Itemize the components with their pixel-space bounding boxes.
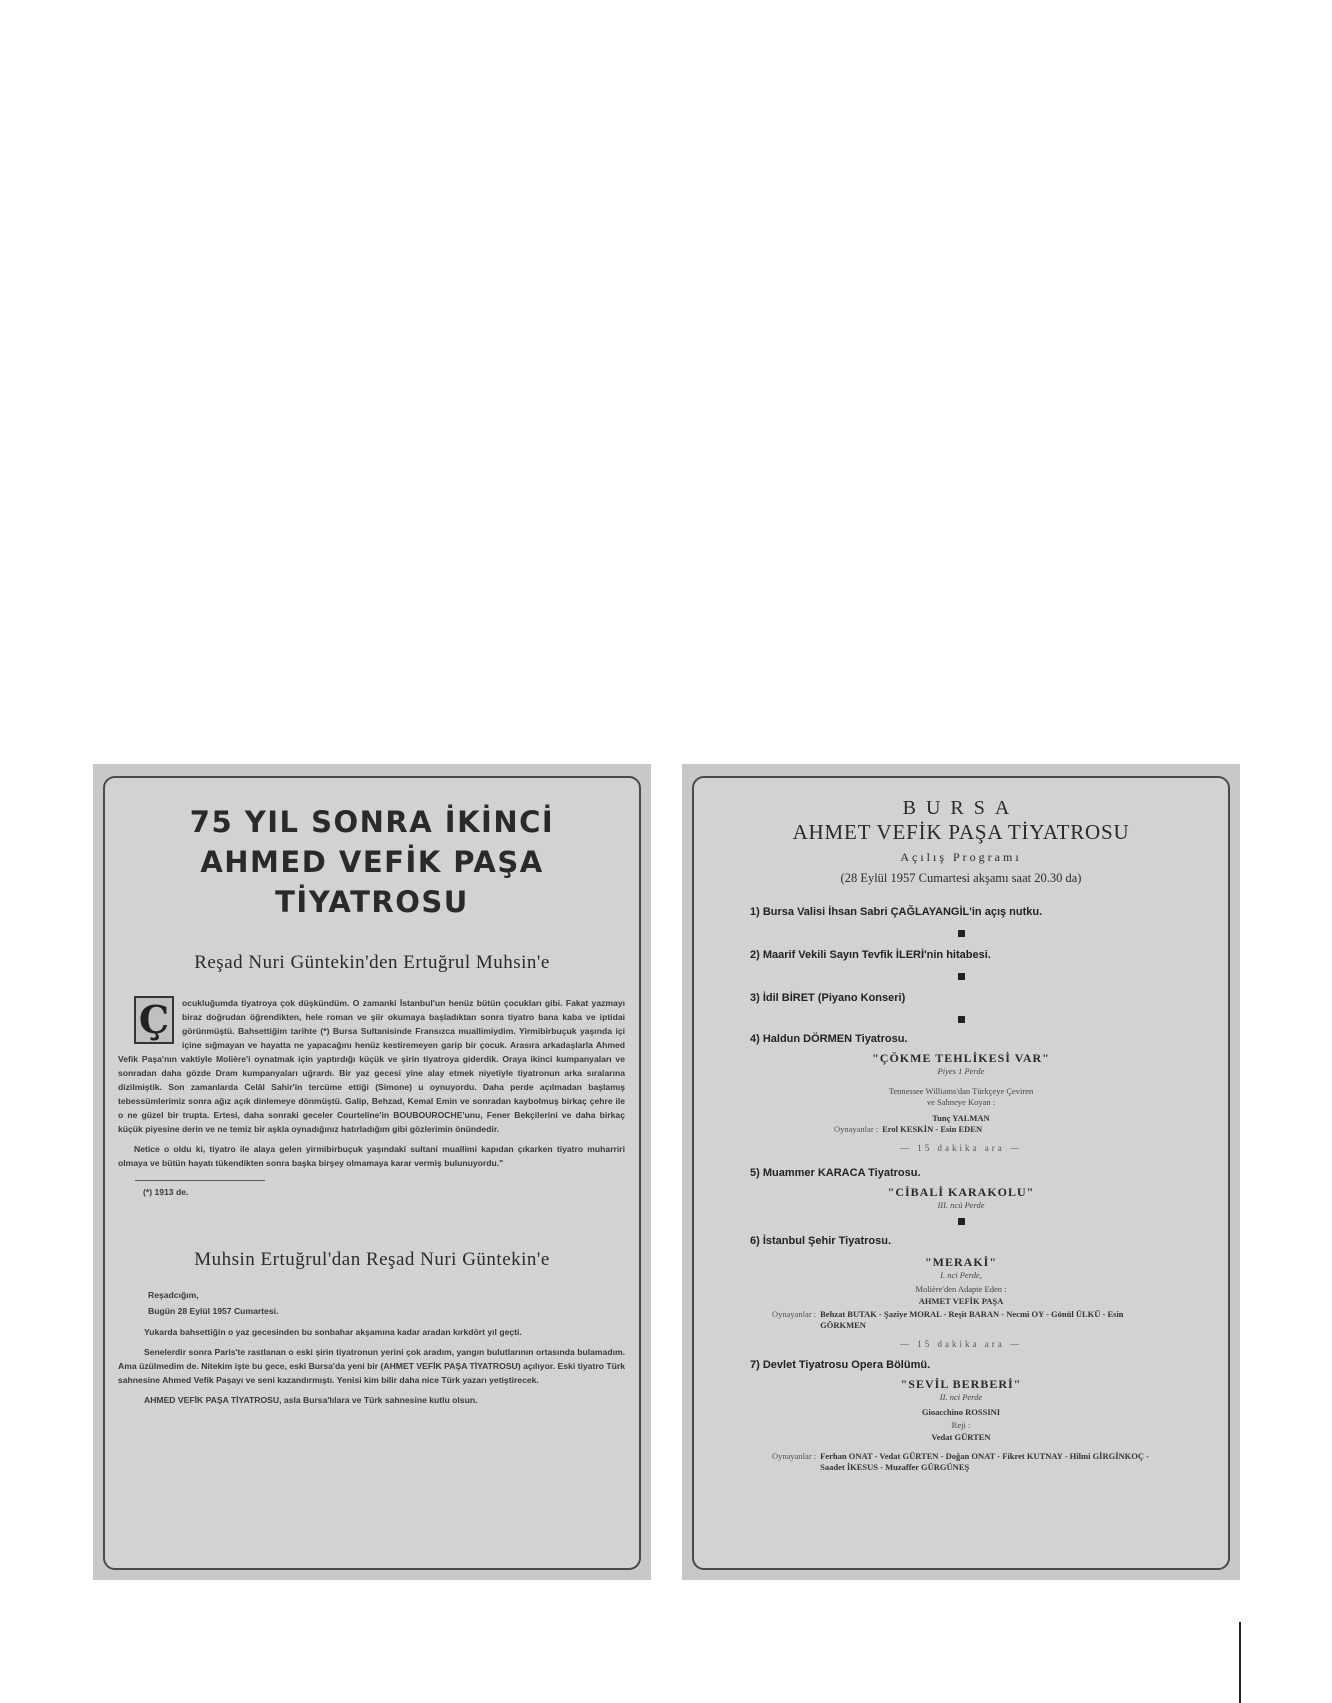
play-6-credit: Molière'den Adapte Eden :: [915, 1284, 1007, 1294]
play-5-subtitle: III. ncü Perde: [937, 1200, 985, 1210]
play-6-title: "MERAKİ": [925, 1255, 997, 1269]
play-4-credit-line-1: Tennessee Williams'dan Türkçeye Çeviren: [888, 1086, 1034, 1096]
headline-line-2: AHMED VEFİK PAŞA TİYATROSU: [200, 845, 544, 919]
cast-label: Oynayanlar :: [834, 1124, 879, 1134]
page-margin-rule: [1239, 1622, 1241, 1703]
play-7-director-label: Reji :: [951, 1420, 971, 1430]
separator-square: [958, 930, 965, 937]
program-date: (28 Eylül 1957 Cumartesi akşamı saat 20.30 da): [840, 871, 1082, 885]
intermission-1: — 15 dakika ara —: [900, 1143, 1022, 1153]
letter2-paragraph-2: Senelerdir sonra Paris'te rastlanan o eski şirin tiyatronun yerini çok aradım, yangın bulutlarının ortasında bulamadım. Ama üzülmedim de. Nitekim işte bu gece, eski Bursa'da yeni bir (AHMET VEFİK PAŞA TİYATROSU) açılıyor. Eski tiyatro Türk sahnesine Ahmed Vefik Paşayı ve seni kazandırmıştı. Yenisi kim bilir daha nice Türk yazarı yetiştirecek.: [118, 1347, 625, 1385]
play-7-title: "SEVİL BERBERİ": [900, 1377, 1022, 1391]
program-item-1: 1) Bursa Valisi İhsan Sabri ÇAĞLAYANGİL'in açış nutku.: [750, 906, 1043, 918]
program-theatre-name: AHMET VEFİK PAŞA TİYATROSU: [792, 820, 1130, 844]
date-line: Bugün 28 Eylül 1957 Cumartesi.: [148, 1306, 279, 1316]
letter1-text: ocukluğumda tiyatroya çok düşkündüm. O zamanki İstanbul'un henüz bütün çocukları gibi. Fakat yazmayı biraz doğrudan öğrendikten, hele roman ve şiir okumaya başladıktan sonra tiyatro bana kaba ve iptidai görünmüştü. Bahsettiğim tarihte (*) Bursa Sultanisinde Fransızca muallimiydim. Yirmibirbuçuk yaşında içi içine sığmayan ve hayatta ne yapacağını henüz kestiremeyen garip bir çocuk. Arasıra arkadaşlarla Ahmed Vefik Paşa'nın vaktiyle Molière'i oynatmak için yaptırdığı küçük ve şirin tiyatroya giderdik. Oraya ikinci kumpanyaları ve sonradan daha gözde Dram kumpanyaları uğrardı. Bir yaz gecesi yine alay etmek niyetiyle tiyatronun arka sıralarına dizilmiştik. Son zamanlarda Celâl Sahir'in tercüme ettiği (Simone) u oynuyordu. Daha perde açılmadan başlamış tebessümlerimiz sonra ağız açık dinlemeye dönmüştü. Galip, Behzad, Kemal Emin ve sonradan kaybolmuş birkaç çehre ile o ne güzel bir trupta. Ertesi, daha sonraki geceler Courteline'in BOUBOUROCHE'unu, Fener Bekçilerini ve daha birkaç küçük piyesine derin ve ne temiz bir aşkla oynadığınız hatırladığım gibi gözlerimin önündedir.: [118, 998, 625, 1134]
cast-names: Behzat BUTAK - Şaziye MORAL - Reşit BARAN - Necmi OY - Gönül ÜLKÜ - Esin GÖRKMEN: [820, 1309, 1124, 1330]
play-4-subtitle: Piyes 1 Perde: [937, 1066, 985, 1076]
play-6-cast: [772, 1309, 1158, 1331]
cast-names: Erol KESKİN - Esin EDEN: [882, 1124, 983, 1134]
headline-line-1: 75 YIL SONRA İKİNCİ: [189, 805, 555, 839]
program-item-2: 2) Maarif Vekili Sayın Tevfik İLERİ'nin hitabesi.: [750, 949, 991, 961]
play-4-director: Tunç YALMAN: [932, 1113, 990, 1123]
letter1-paragraph-1: [105, 996, 639, 1136]
letter2-paragraph-3: AHMED VEFİK PAŞA TİYATROSU, asla Bursa'lılara ve Türk sahnesine kutlu olsun.: [144, 1395, 478, 1405]
play-7-composer: Gioacchino ROSSINI: [921, 1407, 1001, 1417]
letter2-heading: Muhsin Ertuğrul'dan Reşad Nuri Güntekin'e: [194, 1249, 550, 1270]
letter1-paragraph-2: Netice o oldu ki, tiyatro ile alaya gelen yirmibirbuçuk yaşındaki sultani muallimi kapıdan çıkarken tiyatro muharriri olmaya ve bütün hayatı tükendikten sonra başka birşey olmamaya karar vermiş bulunuyordu.": [118, 1144, 625, 1168]
play-4-credit-line-2: ve Sahneye Koyan :: [926, 1097, 996, 1107]
program-city: BURSA: [902, 797, 1020, 819]
play-7-subtitle: II. nci Perde: [939, 1392, 983, 1402]
program-heading: Açılış Programı: [900, 850, 1022, 864]
program-item-3: 3) İdil BİRET (Piyano Konseri): [750, 992, 906, 1004]
letter1-heading: Reşad Nuri Güntekin'den Ertuğrul Muhsin'e: [194, 952, 550, 973]
separator-square: [958, 973, 965, 980]
left-clipping-frame: [103, 776, 641, 1570]
play-7-director: Vedat GÜRTEN: [931, 1432, 991, 1442]
separator-square: [958, 1218, 965, 1225]
play-5-title: "CİBALİ KARAKOLU": [887, 1185, 1035, 1199]
footnote-rule: [135, 1180, 265, 1181]
intermission-2: — 15 dakika ara —: [900, 1339, 1022, 1349]
right-clipping-frame: [692, 776, 1230, 1570]
letter2-paragraph-1: Yukarda bahsettiğin o yaz gecesinden bu sonbahar akşamına kadar aradan kırkdört yıl geçti.: [144, 1327, 522, 1337]
play-6-adapter: AHMET VEFİK PAŞA: [918, 1296, 1004, 1306]
program-item-7: 7) Devlet Tiyatrosu Opera Bölümü.: [750, 1359, 931, 1371]
salutation: Reşadcığım,: [148, 1290, 199, 1300]
cast-label: Oynayanlar :: [772, 1309, 817, 1319]
cast-names: Ferhan ONAT - Vedat GÜRTEN - Doğan ONAT - Fikret KUTNAY - Hilmi GİRGİNKOÇ - Saadet İKESUS - Muzaffer GÜRGÜNEŞ: [820, 1451, 1149, 1472]
separator-square: [958, 1016, 965, 1023]
program-item-5: 5) Muammer KARACA Tiyatrosu.: [750, 1167, 921, 1179]
play-6-subtitle: I. nci Perde,: [940, 1270, 982, 1280]
play-4-title: "ÇÖKME TEHLİKESİ VAR": [872, 1051, 1050, 1065]
right-program-clipping: [682, 764, 1240, 1580]
footnote: (*) 1913 de.: [143, 1187, 189, 1197]
play-4-cast: [834, 1124, 1228, 1135]
left-newspaper-clipping: [93, 764, 651, 1580]
program-item-4: 4) Haldun DÖRMEN Tiyatrosu.: [750, 1033, 908, 1045]
program-item-6: 6) İstanbul Şehir Tiyatrosu.: [750, 1235, 891, 1247]
play-7-cast: [772, 1451, 1158, 1473]
dropcap: Ç: [134, 996, 174, 1044]
cast-label: Oynayanlar :: [772, 1451, 817, 1461]
